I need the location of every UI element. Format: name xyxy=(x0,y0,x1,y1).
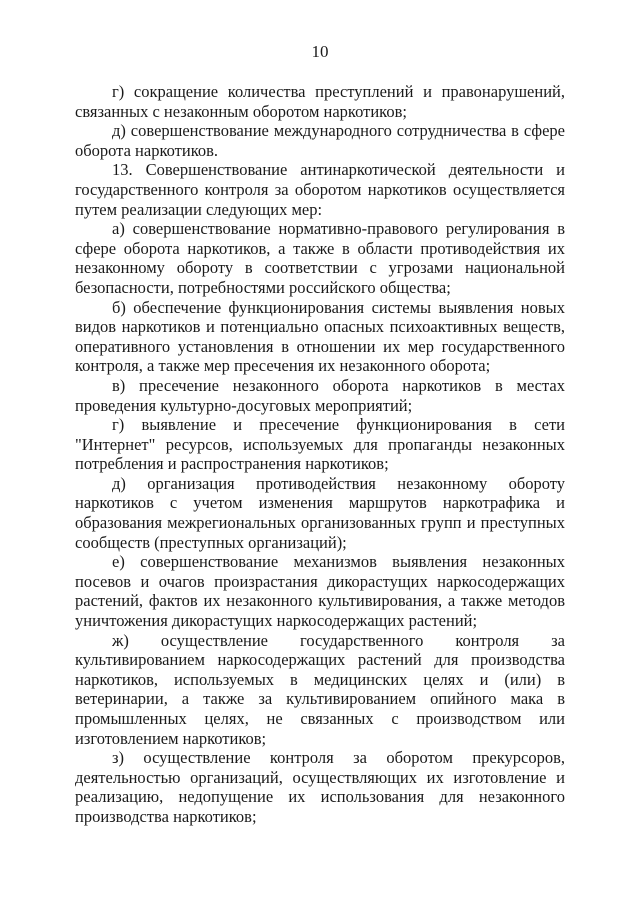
paragraph-g-reduction-crimes: г) сокращение количества преступлений и правонарушений, связанных с незаконным оборотом наркотиков; xyxy=(75,82,565,121)
document-body xyxy=(75,82,565,827)
paragraph-d-international-cooperation: д) совершенствование международного сотрудничества в сфере оборота наркотиков. xyxy=(75,121,565,160)
paragraph-g-internet-resources: г) выявление и пресечение функционирования в сети "Интернет" ресурсов, используемых для пропаганды незаконных потребления и распространения наркотиков; xyxy=(75,415,565,474)
paragraph-a-regulation: а) совершенствование нормативно-правового регулирования в сфере оборота наркотиков, а также в области противодействия их незаконному обороту в соответствии с угрозами национальной безопасности, потребностями российского общества; xyxy=(75,219,565,297)
paragraph-z-precursors-control: з) осуществление контроля за оборотом прекурсоров, деятельностью организаций, осуществляющих их изготовление и реализацию, недопущение их использования для незаконного производства наркотиков; xyxy=(75,748,565,826)
paragraph-13-intro: 13. Совершенствование антинаркотической деятельности и государственного контроля за оборотом наркотиков осуществляется путем реализации следующих мер: xyxy=(75,160,565,219)
paragraph-zh-cultivation-control: ж) осуществление государственного контроля за культивированием наркосодержащих растений для производства наркотиков, используемых в медицинских целях и (или) в ветеринарии, а также за культивированием опийного мака в промышленных целях, не связанных с производством или изготовлением наркотиков; xyxy=(75,630,565,748)
paragraph-v-leisure-venues: в) пресечение незаконного оборота наркотиков в местах проведения культурно-досуговых мероприятий; xyxy=(75,375,565,415)
page-number: 10 xyxy=(311,42,329,61)
paragraph-d-trafficking-routes: д) организация противодействия незаконному обороту наркотиков с учетом изменения маршрутов наркотрафика и образования межрегиональных организованных групп и преступных сообществ (преступных организаций); xyxy=(75,473,565,552)
paragraph-e-illegal-crops: е) совершенствование механизмов выявления незаконных посевов и очагов произрастания дикорастущих наркосодержащих растений, фактов их незаконного культивирования, а также методов уничтожения дикорастущих наркосодержащих растений; xyxy=(75,552,565,631)
paragraph-b-new-drugs-detection: б) обеспечение функционирования системы выявления новых видов наркотиков и потенциально опасных психоактивных веществ, оперативного установления в отношении их мер государственного контроля, а также мер пресечения их незаконного оборота; xyxy=(75,297,565,376)
